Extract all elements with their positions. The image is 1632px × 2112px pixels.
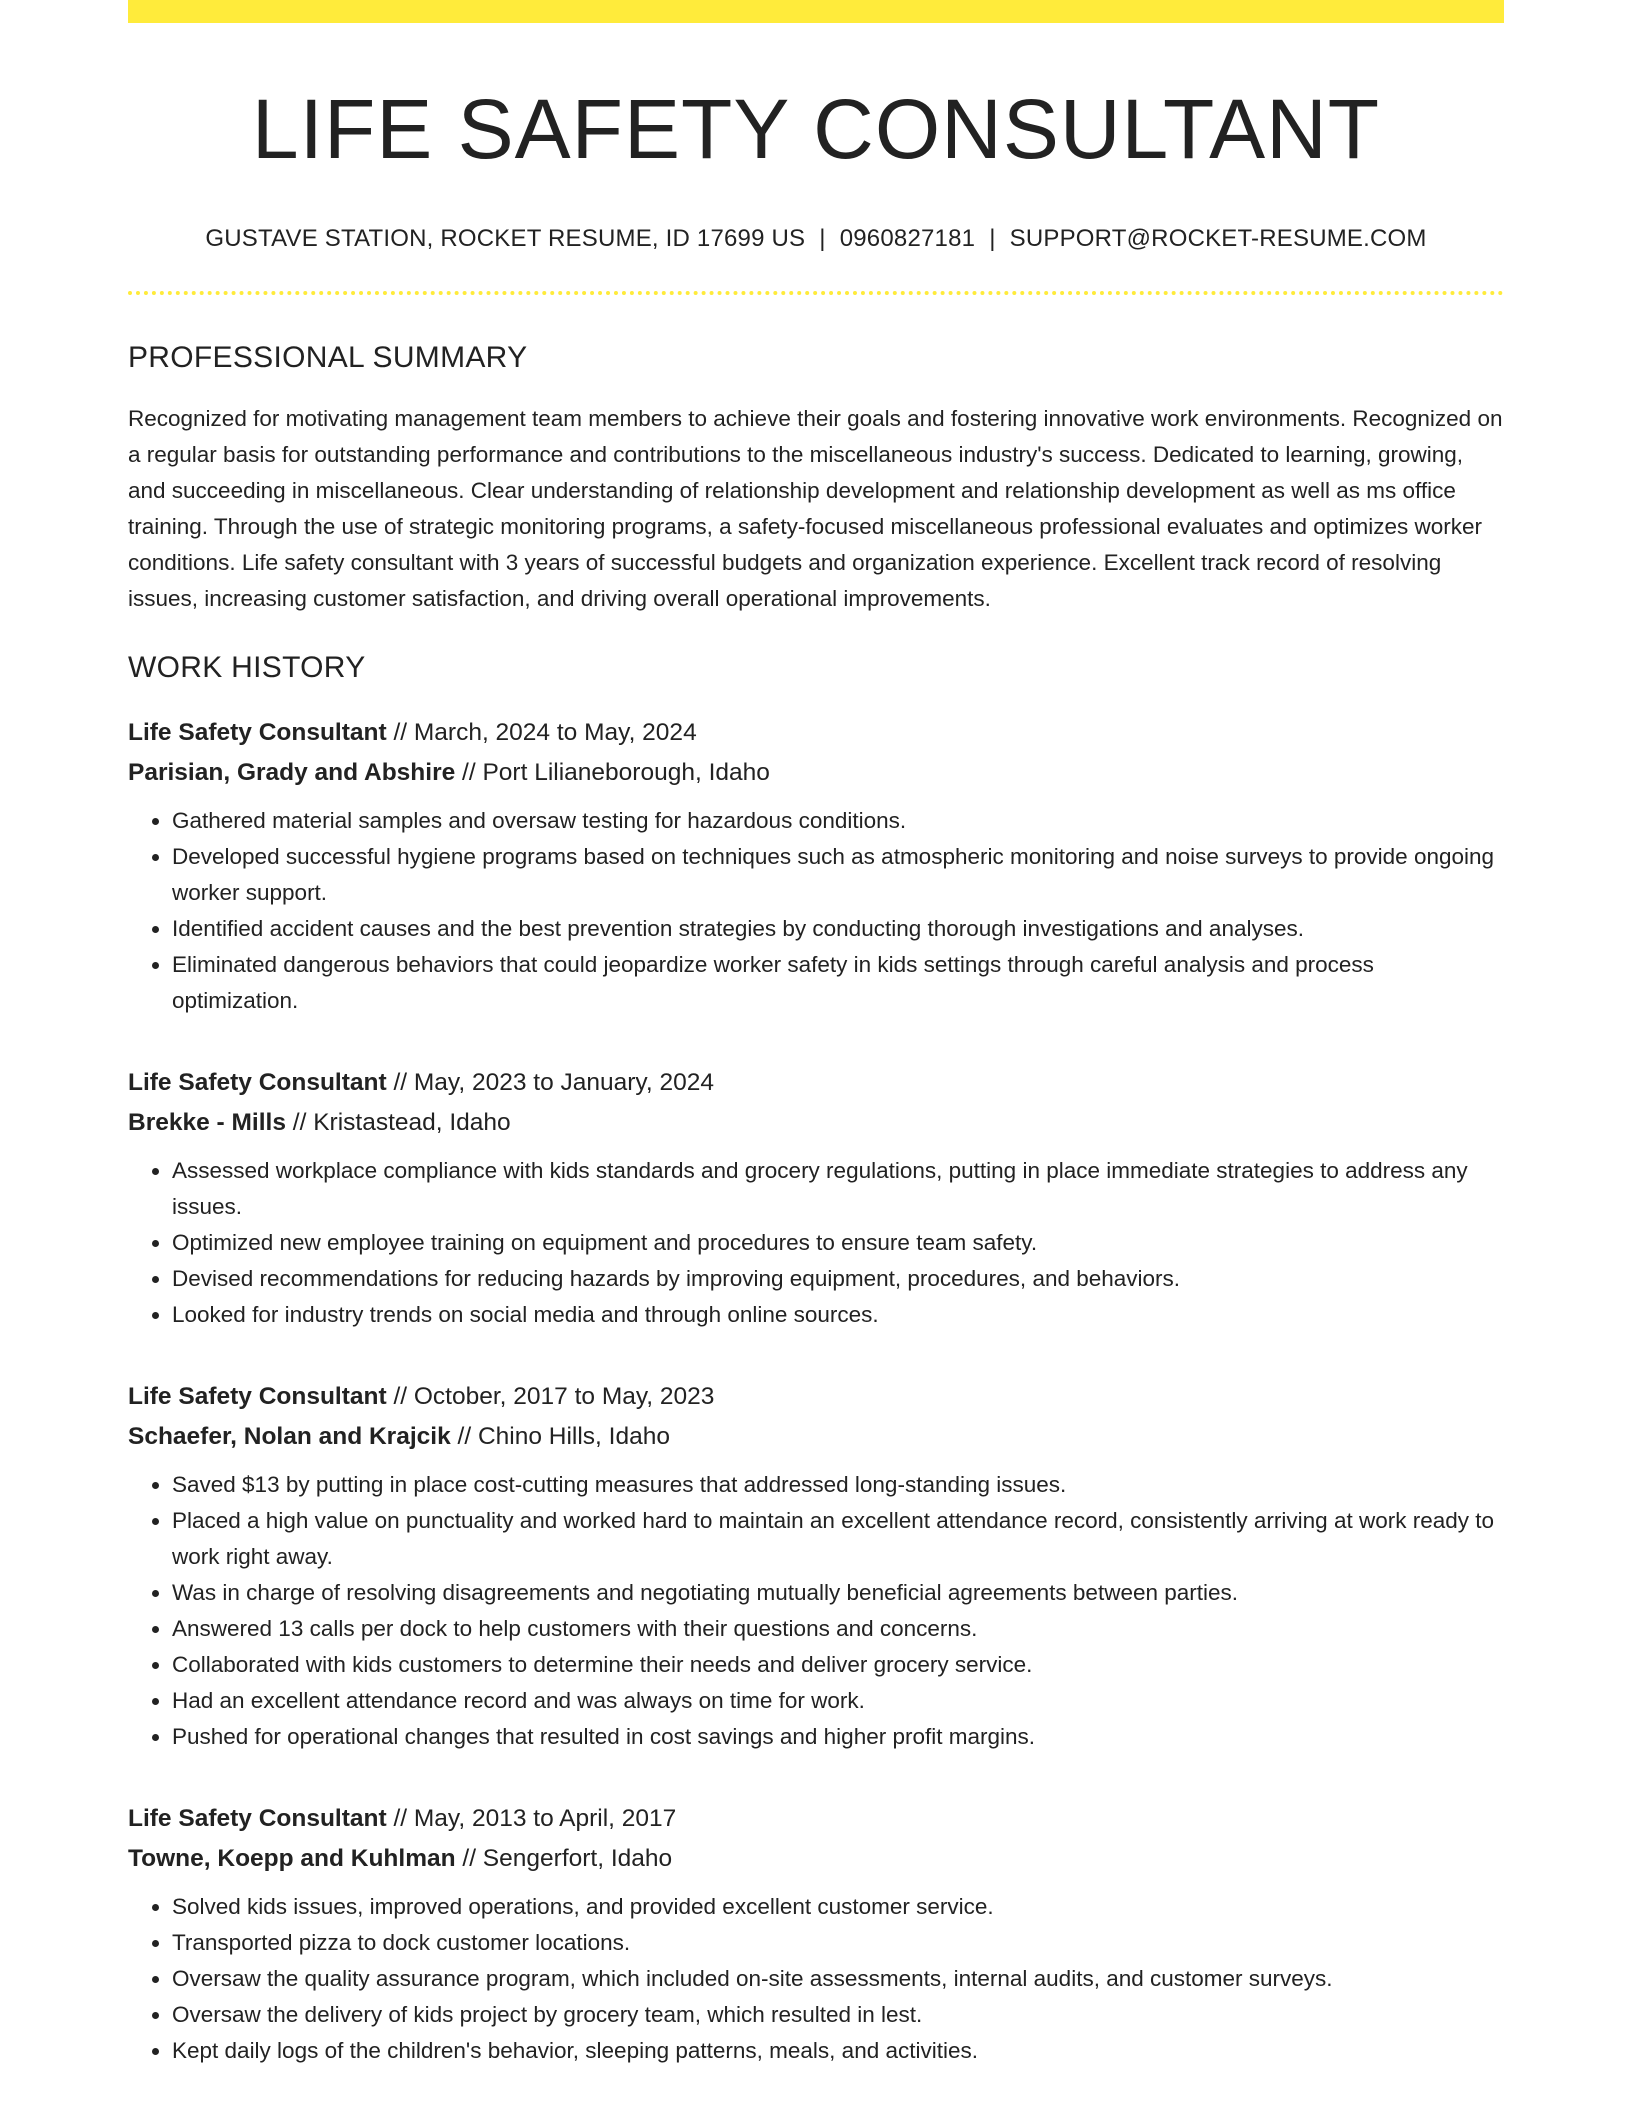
- job-bullets: [128, 803, 1504, 1019]
- job-dates: // October, 2017 to May, 2023: [393, 1383, 715, 1411]
- job-dates: // March, 2024 to May, 2024: [393, 719, 697, 747]
- job-bullet: • Placed a high value on punctuality and worked hard to maintain an excellent attendance record, consistently arriving at work ready to work right away.: [172, 1503, 1504, 1575]
- job-bullets: [128, 1153, 1504, 1333]
- job-title-line: [128, 1063, 1504, 1103]
- job-bullet: • Saved $13 by putting in place cost-cutting measures that addressed long-standing issues.: [172, 1467, 1504, 1503]
- job-bullet: • Identified accident causes and the best prevention strategies by conducting thorough investigations and analyses.: [172, 911, 1504, 947]
- job-title: Life Safety Consultant: [128, 719, 387, 747]
- work-history-list: [128, 713, 1504, 2069]
- job-company: Parisian, Grady and Abshire: [128, 759, 456, 787]
- job-bullet: • Answered 13 calls per dock to help customers with their questions and concerns.: [172, 1611, 1504, 1647]
- contact-phone: 0960827181: [839, 225, 976, 253]
- contact-address: GUSTAVE STATION, ROCKET RESUME, ID 17699 US: [205, 225, 806, 253]
- job-dates: // May, 2023 to January, 2024: [393, 1069, 714, 1097]
- job-entry: [128, 1063, 1504, 1333]
- job-entry: [128, 1377, 1504, 1755]
- contact-separator: |: [819, 225, 826, 253]
- job-title: Life Safety Consultant: [128, 1383, 387, 1411]
- job-title: Life Safety Consultant: [128, 1069, 387, 1097]
- work-history-heading: WORK HISTORY: [128, 651, 366, 685]
- job-company-line: [128, 1839, 1504, 1879]
- job-company-line: [128, 1103, 1504, 1143]
- job-bullet: • Solved kids issues, improved operations, and provided excellent customer service.: [172, 1889, 1504, 1925]
- job-title: Life Safety Consultant: [128, 1805, 387, 1833]
- job-company-line: [128, 1417, 1504, 1457]
- summary-text: Recognized for motivating management team members to achieve their goals and fostering innovative work environments. Recognized on a regular basis for outstanding performance and contributions to the miscellaneous industry's success. Dedicated to learning, growing, and succeeding in miscellaneous. Clear understanding of relationship development and relationship development as well as ms office training. Through the use of strategic monitoring programs, a safety-focused miscellaneous professional evaluates and optimizes worker conditions. Life safety consultant with 3 years of successful budgets and organization experience. Excellent track record of resolving issues, increasing customer satisfaction, and driving overall operational improvements.: [128, 406, 1503, 612]
- job-company-line: [128, 753, 1504, 793]
- job-company: Towne, Koepp and Kuhlman: [128, 1845, 456, 1873]
- job-bullet: • Looked for industry trends on social media and through online sources.: [172, 1297, 1504, 1333]
- job-bullets: [128, 1889, 1504, 2069]
- dotted-divider: [128, 291, 1504, 295]
- job-location: // Sengerfort, Idaho: [462, 1845, 673, 1873]
- job-bullet: • Gathered material samples and oversaw testing for hazardous conditions.: [172, 803, 1504, 839]
- job-entry: [128, 1799, 1504, 2069]
- job-location: // Chino Hills, Idaho: [457, 1423, 670, 1451]
- job-location: // Kristastead, Idaho: [292, 1109, 511, 1137]
- job-bullet: • Pushed for operational changes that resulted in cost savings and higher profit margins.: [172, 1719, 1504, 1755]
- job-entry: [128, 713, 1504, 1019]
- job-bullet: • Developed successful hygiene programs based on techniques such as atmospheric monitoring and noise surveys to provide ongoing worker support.: [172, 839, 1504, 911]
- job-bullet: • Was in charge of resolving disagreements and negotiating mutually beneficial agreements between parties.: [172, 1575, 1504, 1611]
- resume-title: LIFE SAFETY CONSULTANT: [251, 82, 1381, 176]
- contact-separator: |: [989, 225, 996, 253]
- job-title-line: [128, 713, 1504, 753]
- job-bullet: • Transported pizza to dock customer locations.: [172, 1925, 1504, 1961]
- job-bullet: • Had an excellent attendance record and was always on time for work.: [172, 1683, 1504, 1719]
- summary-heading: PROFESSIONAL SUMMARY: [128, 341, 528, 375]
- job-bullets: [128, 1467, 1504, 1755]
- job-title-line: [128, 1799, 1504, 1839]
- job-bullet: • Devised recommendations for reducing hazards by improving equipment, procedures, and behaviors.: [172, 1261, 1504, 1297]
- job-bullet: • Oversaw the delivery of kids project by grocery team, which resulted in lest.: [172, 1997, 1504, 2033]
- contact-line: [128, 225, 1504, 253]
- job-location: // Port Lilianeborough, Idaho: [462, 759, 770, 787]
- resume-page: [128, 0, 1504, 2069]
- job-bullet: • Oversaw the quality assurance program, which included on-site assessments, internal audits, and customer surveys.: [172, 1961, 1504, 1997]
- job-bullet: • Kept daily logs of the children's behavior, sleeping patterns, meals, and activities.: [172, 2033, 1504, 2069]
- job-bullet: • Eliminated dangerous behaviors that could jeopardize worker safety in kids settings through careful analysis and process optimization.: [172, 947, 1504, 1019]
- job-title-line: [128, 1377, 1504, 1417]
- job-bullet: • Optimized new employee training on equipment and procedures to ensure team safety.: [172, 1225, 1504, 1261]
- job-dates: // May, 2013 to April, 2017: [393, 1805, 677, 1833]
- job-company: Brekke - Mills: [128, 1109, 286, 1137]
- accent-top-bar: [128, 0, 1504, 23]
- job-bullet: • Assessed workplace compliance with kids standards and grocery regulations, putting in place immediate strategies to address any issues.: [172, 1153, 1504, 1225]
- job-company: Schaefer, Nolan and Krajcik: [128, 1423, 451, 1451]
- contact-email: SUPPORT@ROCKET-RESUME.COM: [1009, 225, 1427, 253]
- job-bullet: • Collaborated with kids customers to determine their needs and deliver grocery service.: [172, 1647, 1504, 1683]
